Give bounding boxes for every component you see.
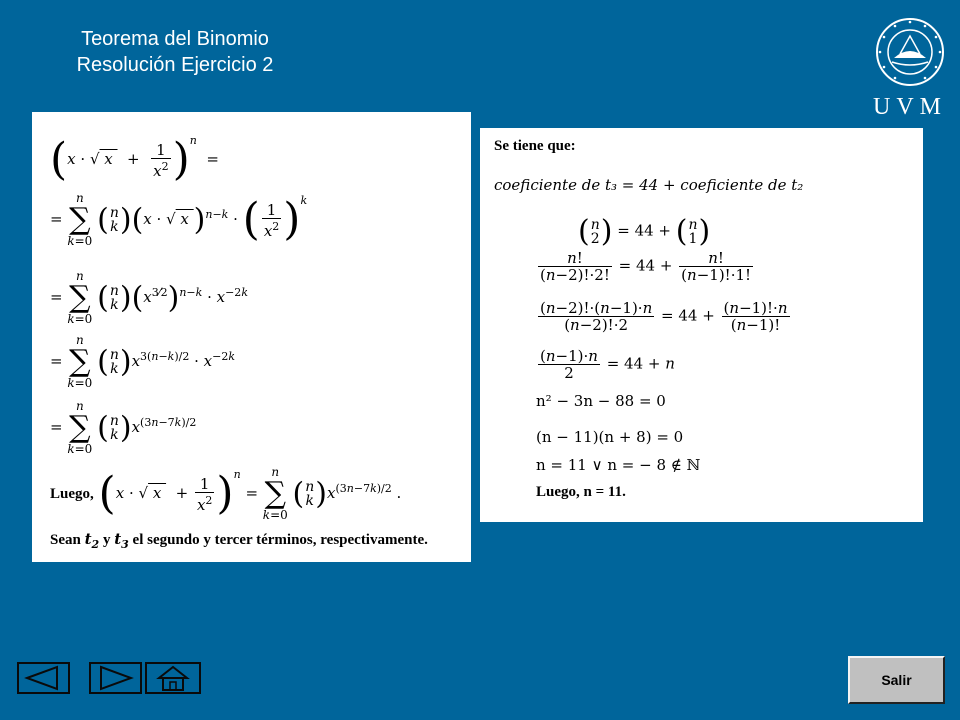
luego-label: Luego,	[50, 486, 94, 502]
right-derivation-panel	[480, 128, 923, 522]
roots-equation: n = 11 ∨ n = − 8 ∉ ℕ	[536, 456, 701, 474]
sean-text-2: y	[102, 532, 111, 548]
expansion-row-3: = n ∑ k=0 (n $k)(x^{3⁄2})^{n-k} \cdot x^{-2k}$	[50, 269, 248, 326]
factorial-equation-1: $\frac{n!}{(n-2)!\cdot 2!}$ = 44 + $\frac{n!}{(n-1)!\cdot 1!}$	[540, 249, 752, 284]
terms-definition: Sean $t_2$ y $t_3$ el segundo y tercer términos, respectivamente.	[50, 530, 428, 551]
sean-text-3: el segundo y tercer términos, respectivamente.	[132, 532, 428, 548]
binomial-equation: (n 2) = 44 + (n 1)	[578, 214, 711, 249]
expansion-row-4: = n ∑ k=0 (n $k)x^{3(n-k)/2} \cdot x^{-2k}$	[50, 333, 235, 390]
arrow-right-icon	[91, 664, 140, 692]
expansion-row-5: = n ∑ k=0 (n $k)x^{(3n-7k)/2}$	[50, 399, 197, 456]
next-button[interactable]	[89, 662, 142, 694]
quadratic-equation: n² − 3n − 88 = 0	[536, 392, 666, 410]
slide-title	[25, 26, 325, 78]
title-line-2: Resolución Ejercicio 2	[76, 54, 274, 76]
factored-equation: (n − 11)(n + 8) = 0	[536, 428, 684, 446]
expansion-row-6: Luego, (x · √ x + $\frac{1}{x^2}$ )$^n$ = n ∑ k=0 (n $k)x^{(3n-7k)/2}$ .	[50, 465, 402, 522]
sean-text-1: Sean	[50, 532, 81, 548]
home-button[interactable]	[145, 662, 201, 694]
expansion-row-2: = n ∑ k=0 (n k)(x · √ x )$^{n-k}$ · ( $\frac{1}{x^2}$ )$^k$	[50, 191, 308, 248]
simplified-equation: $\frac{(n-1)\cdot n}{2}$ = 44 + n	[540, 347, 675, 382]
factorial-equation-2: $\frac{(n-2)!\cdot(n-1)\cdot n}{(n-2)!\cdot 2}$ = 44 + $\frac{(n-1)!\cdot n}{(n-1)!}$	[540, 299, 788, 334]
title-line-1: Teorema del Binomio	[81, 28, 269, 50]
expansion-row-1: (x · √ x + $\frac{1}{x^2}$ )$^n$ =	[50, 134, 219, 185]
home-icon	[147, 664, 199, 692]
left-derivation-panel	[32, 112, 471, 562]
exit-button[interactable]: Salir	[848, 656, 945, 704]
arrow-left-icon	[19, 664, 68, 692]
coefficient-equation: coeficiente de t₃ = 44 + coeficiente de t₂	[494, 176, 804, 194]
logo-seal-icon	[870, 14, 950, 94]
previous-button[interactable]	[17, 662, 70, 694]
se-tiene-que: Se tiene que:	[494, 138, 576, 154]
conclusion: Luego, n = 11.	[536, 484, 626, 500]
logo-text: UVM	[872, 94, 947, 120]
university-logo	[870, 14, 950, 120]
